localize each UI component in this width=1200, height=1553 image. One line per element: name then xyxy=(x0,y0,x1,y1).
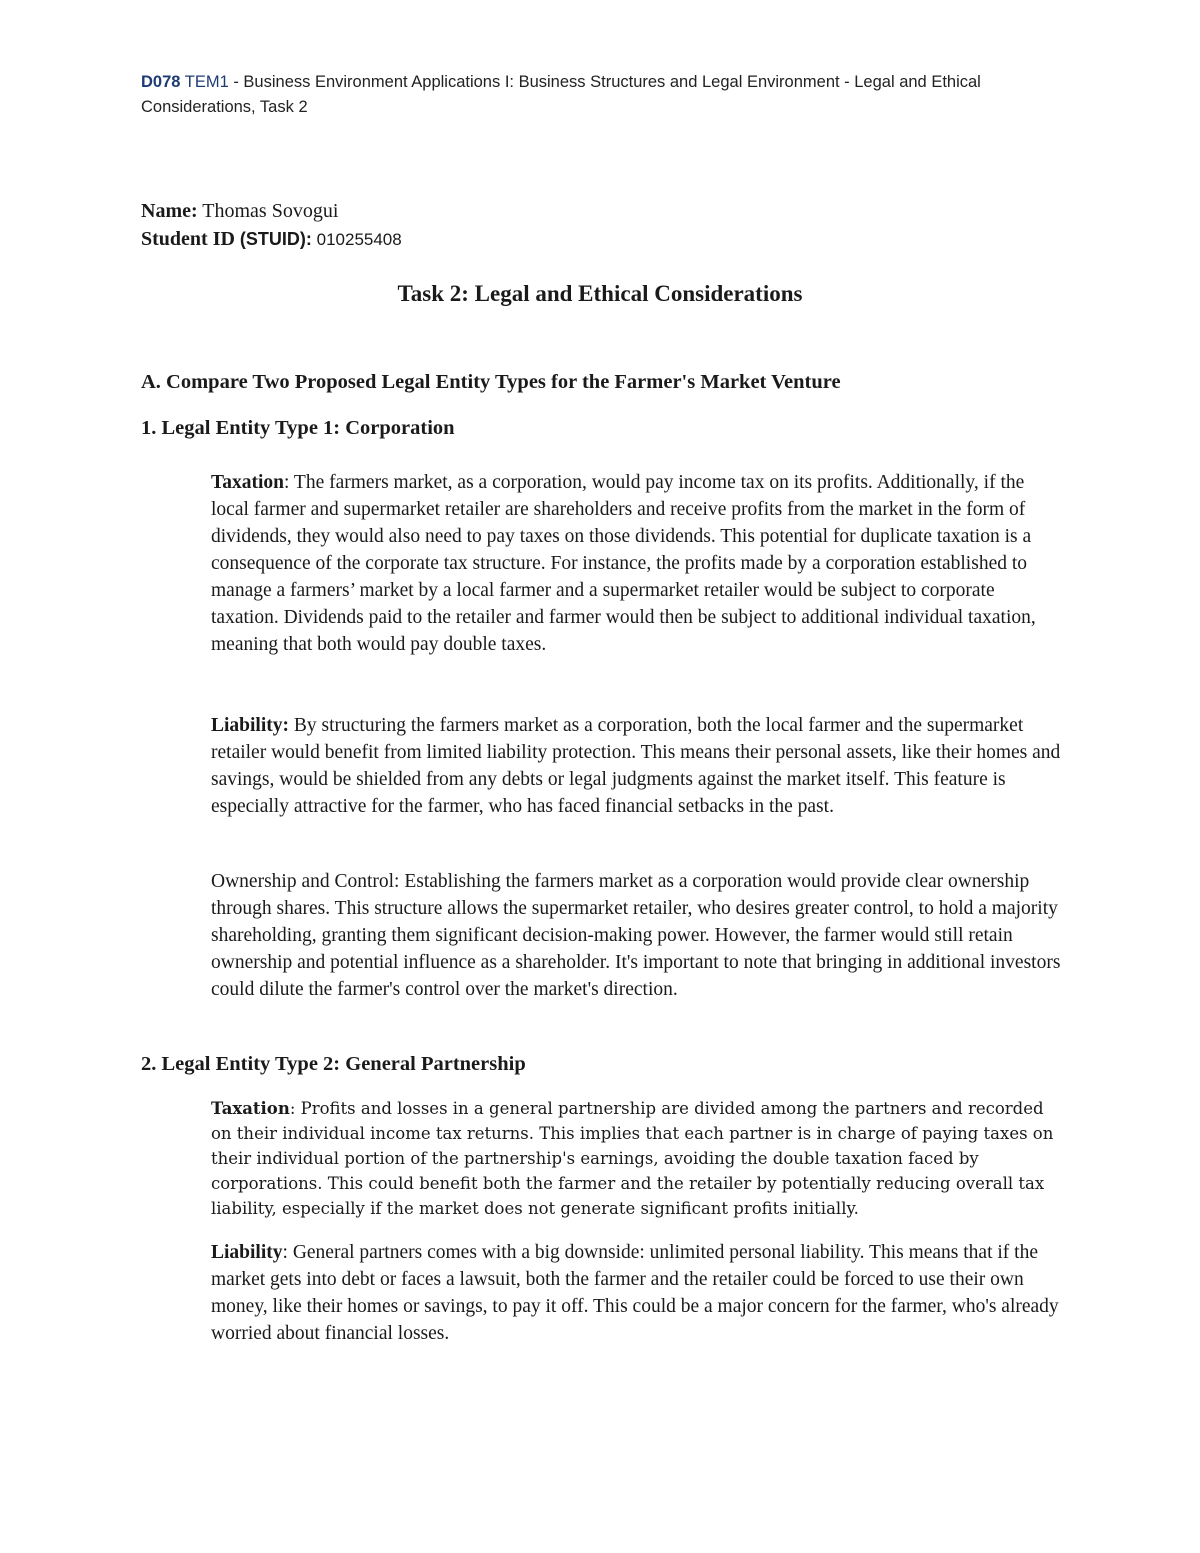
header-text: - Business Environment Applications I: Business Structures and Legal Environment - Legal and Ethical Considerations, Task 2 xyxy=(141,73,981,116)
student-id-label: Student ID xyxy=(141,228,240,250)
course-code: D078 xyxy=(141,73,181,91)
entity1-taxation-label: Taxation xyxy=(211,472,284,493)
name-line xyxy=(141,197,402,225)
task-code: TEM1 xyxy=(184,73,229,91)
name-label: Name: xyxy=(141,200,198,222)
entity2-taxation-label: Taxation xyxy=(211,1099,290,1118)
entity2-taxation-paragraph xyxy=(211,1096,1061,1221)
entity1-taxation-paragraph xyxy=(211,469,1061,658)
entity2-liability-text: : General partners comes with a big downside: unlimited personal liability. This means that if the market gets into debt or faces a lawsuit, both the farmer and the retailer could be forced to use their own money, like their homes or savings, to pay it off. This could be a major concern for the farmer, who's already worried about financial losses. xyxy=(211,1242,1059,1344)
stuid-label: (STUID): xyxy=(239,229,312,249)
document-title: Task 2: Legal and Ethical Considerations xyxy=(397,281,803,306)
entity2-liability-paragraph xyxy=(211,1239,1061,1347)
student-identity xyxy=(141,197,402,254)
entity1-liability-paragraph xyxy=(211,712,1061,820)
name-value: Thomas Sovogui xyxy=(197,200,339,222)
entity1-taxation-text: : The farmers market, as a corporation, would pay income tax on its profits. Additionally, if the local farmer and supermarket retailer are shareholders and receive profits from the market in the form of dividends, they would also need to pay taxes on those dividends. This potential for duplicate taxation is a consequence of the corporate tax structure. For instance, the profits made by a corporation established to manage a farmers’ market by a local farmer and a supermarket retailer would be subject to corporate taxation. Dividends paid to the retailer and farmer would then be subject to additional individual taxation, meaning that both would pay double taxes. xyxy=(211,472,1036,655)
entity1-heading: 1. Legal Entity Type 1: Corporation xyxy=(141,417,455,439)
entity1-liability-text: By structuring the farmers market as a corporation, both the local farmer and the supermarket retailer would benefit from limited liability protection. This means their personal assets, like their homes and savings, would be shielded from any debts or legal judgments against the market itself. This feature is especially attractive for the farmer, who has faced financial setbacks in the past. xyxy=(211,715,1061,817)
section-a-heading: A. Compare Two Proposed Legal Entity Types for the Farmer's Market Venture xyxy=(141,371,841,393)
student-id-value: 010255408 xyxy=(311,230,402,249)
entity1-ownership-paragraph: Ownership and Control: Establishing the farmers market as a corporation would provide clear ownership through shares. This structure allows the supermarket retailer, who desires greater control, to hold a majority shareholding, granting them significant decision-making power. However, the farmer would still retain ownership and potential influence as a shareholder. It's important to note that bringing in additional investors could dilute the farmer's control over the market's direction. xyxy=(211,871,1061,1000)
entity2-taxation-text: : Profits and losses in a general partnership are divided among the partners and recorded on their individual income tax returns. This implies that each partner is in charge of paying taxes on their individual portion of the partnership's earnings, avoiding the double taxation faced by corporations. This could benefit both the farmer and the retailer by potentially reducing overall tax liability, especially if the market does not generate significant profits initially. xyxy=(211,1099,1054,1218)
running-header xyxy=(141,70,1061,120)
student-id-line xyxy=(141,225,402,254)
entity2-heading: 2. Legal Entity Type 2: General Partnership xyxy=(141,1053,526,1075)
entity2-liability-label: Liability xyxy=(211,1242,283,1263)
entity1-liability-label: Liability: xyxy=(211,715,290,736)
